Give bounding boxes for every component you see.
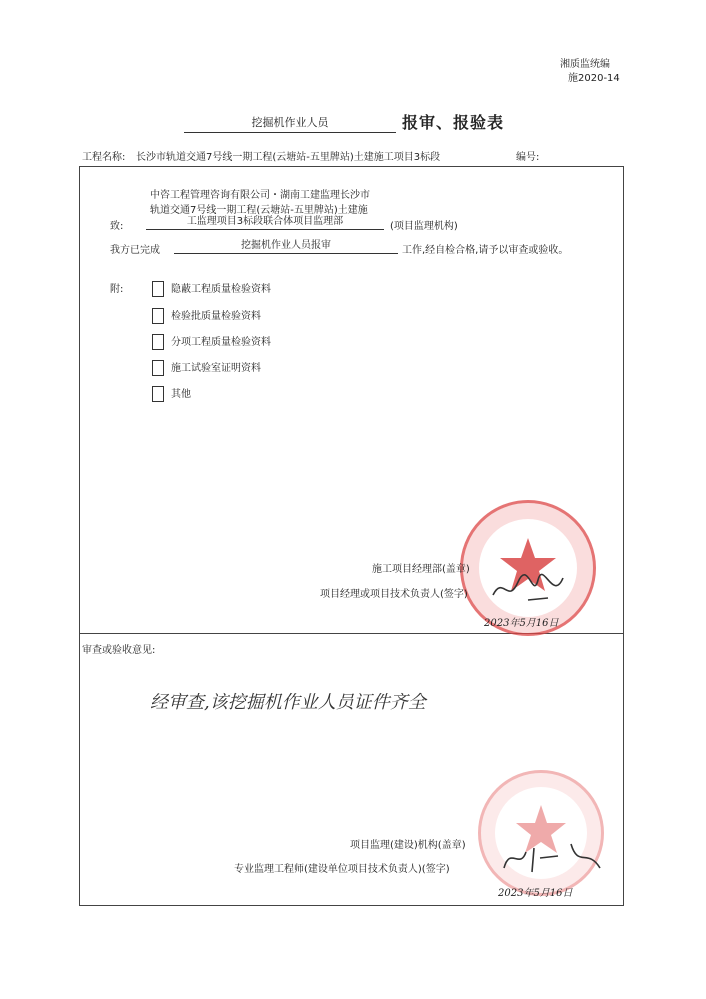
contractor-date: 2023年5月16日 [484, 618, 559, 629]
attachment-label: 隐蔽工程质量检验资料 [171, 284, 271, 295]
contractor-manager-label: 项目经理或项目技术负责人(签字) [320, 589, 468, 600]
title-subject: 挖掘机作业人员 [184, 114, 396, 133]
supervisor-date: 2023年5月16日 [498, 888, 573, 899]
attachment-label: 施工试验室证明资料 [171, 363, 261, 374]
doc-code-line2: 施2020-14 [568, 73, 620, 84]
to-label: 致: [110, 221, 124, 232]
attachment-label: 其他 [171, 389, 191, 400]
review-opinion: 经审查,该挖掘机作业人员证件齐全 [150, 692, 426, 713]
supervisor-signature [496, 838, 606, 878]
page-title: 报审、报验表 [402, 113, 505, 132]
supervisor-org-label: 项目监理(建设)机构(盖章) [350, 840, 466, 851]
recipient-line3: 工监理项目3标段联合体项目监理部 [146, 215, 384, 230]
contractor-dept-label: 施工项目经理部(盖章) [372, 564, 470, 575]
completion-work: 挖掘机作业人员报审 [174, 239, 398, 254]
contractor-signature [488, 570, 578, 610]
attachments-label: 附: [110, 284, 124, 295]
review-label: 审查或验收意见: [82, 645, 156, 656]
attachment-label: 分项工程质量检验资料 [171, 337, 271, 348]
attachment-checkbox[interactable] [152, 281, 164, 297]
doc-code-line1: 湘质监统编 [560, 59, 610, 70]
project-name-label: 工程名称: [82, 152, 126, 163]
recipient-line2: 轨道交通7号线一期工程(云塘站-五里牌站)土建施 [150, 205, 368, 216]
attachment-checkbox[interactable] [152, 308, 164, 324]
attachment-checkbox[interactable] [152, 334, 164, 350]
completion-prefix: 我方已完成 [110, 245, 160, 256]
attachment-label: 检验批质量检验资料 [171, 311, 261, 322]
supervisor-engineer-label: 专业监理工程师(建设单位项目技术负责人)(签字) [234, 864, 450, 875]
number-label: 编号: [516, 152, 540, 163]
completion-suffix: 工作,经自检合格,请予以审查或验收。 [402, 245, 569, 256]
recipient-suffix: (项目监理机构) [390, 221, 458, 232]
recipient-line1: 中咨工程管理咨询有限公司・湖南工建监理长沙市 [150, 190, 370, 201]
project-name-value: 长沙市轨道交通7号线一期工程(云塘站-五里牌站)土建施工项目3标段 [136, 152, 441, 163]
attachment-checkbox[interactable] [152, 386, 164, 402]
attachment-checkbox[interactable] [152, 360, 164, 376]
